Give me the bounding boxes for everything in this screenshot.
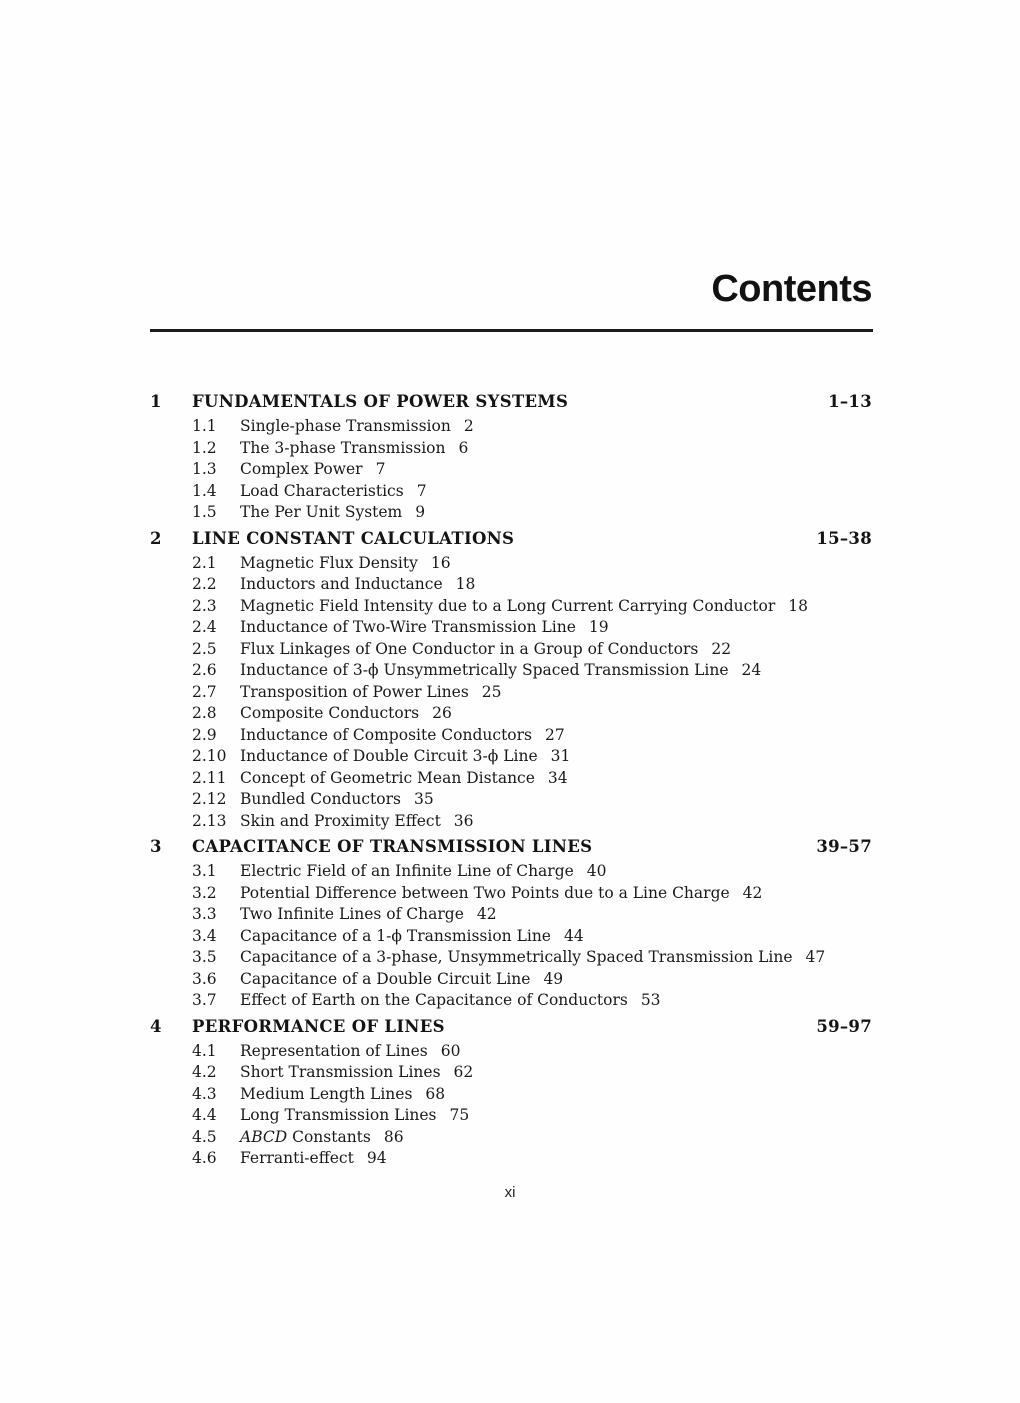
chapter-number: 2 [150, 528, 162, 548]
section-title [240, 459, 363, 481]
section-title [240, 660, 729, 682]
toc-entry-row [150, 574, 872, 596]
section-title-text: Capacitance of a Double Circuit Line [240, 969, 531, 988]
section-title-text: Inductors and Inductance [240, 575, 443, 593]
section-title-text: Flux Linkages of One Conductor in a Group of Conductors [240, 639, 699, 658]
section-number: 4.5 [192, 1127, 217, 1146]
section-page-number: 2 [463, 417, 474, 435]
toc-entry-row [150, 703, 872, 725]
section-title [240, 883, 730, 905]
section-title-text: Electric Field of an Infinite Line of Charge [240, 862, 574, 880]
section-number: 2.7 [192, 682, 217, 701]
toc-entry-row [150, 416, 872, 438]
section-title [240, 481, 404, 503]
section-page-number: 16 [430, 553, 451, 572]
toc-entry-row [150, 596, 872, 618]
toc-entry-row [150, 1041, 872, 1063]
chapter-title: CAPACITANCE OF TRANSMISSION LINES [192, 837, 593, 856]
chapter-block [150, 836, 872, 1012]
section-title [240, 768, 535, 790]
toc-entry-row [150, 682, 872, 704]
section-page-number: 49 [543, 969, 564, 988]
toc-entry-row [150, 789, 872, 811]
toc-entry-row [150, 861, 872, 883]
section-title [240, 1148, 354, 1170]
section-title [240, 553, 418, 575]
section-number: 2.2 [192, 575, 217, 593]
section-number: 2.6 [192, 661, 217, 679]
toc-entry-row [150, 969, 872, 991]
section-title [240, 1105, 437, 1127]
chapter-title: PERFORMANCE OF LINES [192, 1016, 445, 1036]
chapter-sections [150, 1041, 872, 1170]
section-page-number: 94 [366, 1149, 387, 1167]
section-title-text: Magnetic Field Intensity due to a Long Current Carrying Conductor [240, 596, 776, 615]
section-title-text: The 3-phase Transmission [240, 438, 446, 457]
section-title-text: Concept of Geometric Mean Distance [240, 768, 535, 787]
section-page-number: 68 [425, 1084, 446, 1103]
toc-entry-row [150, 481, 872, 503]
chapter-page-range: 39–57 [816, 837, 872, 856]
section-page-number: 25 [481, 682, 502, 701]
toc-entry-row [150, 947, 872, 969]
section-number: 4.6 [192, 1149, 217, 1167]
toc-entry-row [150, 502, 872, 524]
toc-entry-row [150, 990, 872, 1012]
toc-entry-row [150, 1105, 872, 1127]
section-title-text: Short Transmission Lines [240, 1063, 441, 1081]
section-page-number: 60 [440, 1041, 461, 1060]
chapter-page-range: 59–97 [816, 1016, 872, 1036]
chapter-page-range: 1–13 [828, 392, 872, 411]
section-title [240, 574, 443, 596]
section-page-number: 53 [640, 991, 661, 1009]
table-of-contents [150, 391, 872, 1170]
section-page-number: 35 [413, 790, 434, 808]
section-page-number: 44 [563, 926, 584, 945]
chapter-title: FUNDAMENTALS OF POWER SYSTEMS [192, 392, 569, 411]
toc-entry-row [150, 811, 872, 833]
section-number: 1.2 [192, 438, 217, 457]
chapter-sections [150, 861, 872, 1012]
section-number: 2.8 [192, 704, 217, 722]
section-page-number: 26 [432, 704, 452, 722]
section-title-text: Bundled Conductors [240, 790, 401, 808]
section-title [240, 904, 464, 926]
section-title [240, 1084, 412, 1106]
section-page-number: 40 [586, 862, 607, 880]
section-number: 4.2 [192, 1063, 217, 1081]
chapter-title: LINE CONSTANT CALCULATIONS [192, 528, 515, 548]
toc-entry-row [150, 1084, 872, 1106]
section-title [240, 596, 775, 618]
section-title-text: Capacitance of a 3-phase, Unsymmetrically Spaced Transmission Line [240, 948, 793, 966]
toc-entry-row [150, 904, 872, 926]
chapter-block [150, 528, 872, 833]
section-title-text: Medium Length Lines [240, 1084, 413, 1103]
section-title-text: The Per Unit System [240, 503, 403, 521]
page-title: Contents [711, 268, 872, 310]
section-page-number: 18 [788, 596, 809, 615]
section-title [240, 1127, 371, 1149]
section-number: 2.5 [192, 639, 217, 658]
chapter-number: 1 [150, 392, 162, 411]
section-title-text: Inductance of Double Circuit 3-ϕ Line [240, 747, 538, 765]
section-page-number: 42 [742, 883, 763, 902]
section-page-number: 75 [449, 1106, 470, 1124]
section-title-italic-part: ABCD [240, 1127, 288, 1146]
page-footer [0, 1184, 1020, 1201]
toc-entry-row [150, 553, 872, 575]
section-number: 2.12 [192, 790, 227, 808]
section-page-number: 9 [415, 503, 426, 521]
section-title [240, 789, 401, 811]
section-title [240, 617, 576, 639]
toc-entry-row [150, 926, 872, 948]
section-number: 4.4 [192, 1106, 217, 1124]
toc-entry-row [150, 1148, 872, 1170]
chapter-block [150, 391, 872, 524]
section-title-text: Inductance of 3-ϕ Unsymmetrically Spaced Transmission Line [240, 661, 729, 679]
section-title [240, 416, 451, 438]
section-number: 1.3 [192, 460, 217, 478]
toc-entry-row [150, 438, 872, 460]
section-title [240, 703, 419, 725]
chapter-heading-row [150, 836, 872, 858]
toc-entry-row [150, 768, 872, 790]
toc-entry-row [150, 746, 872, 768]
section-number: 1.5 [192, 503, 217, 521]
section-title [240, 639, 698, 661]
section-number: 3.6 [192, 969, 217, 988]
section-title-text: Complex Power [240, 460, 363, 478]
section-title-text: Inductance of Composite Conductors [240, 725, 532, 744]
section-number: 1.4 [192, 481, 217, 500]
section-number: 2.13 [192, 811, 227, 830]
section-number: 3.7 [192, 991, 217, 1009]
section-page-number: 62 [453, 1063, 474, 1081]
section-title [240, 926, 551, 948]
section-title [240, 746, 538, 768]
chapter-number: 3 [150, 837, 162, 856]
section-number: 2.3 [192, 596, 217, 615]
section-title [240, 861, 574, 883]
section-title [240, 725, 532, 747]
section-title-text: Long Transmission Lines [240, 1106, 437, 1124]
section-title-text: Effect of Earth on the Capacitance of Conductors [240, 991, 628, 1009]
section-number: 2.9 [192, 725, 217, 744]
section-title [240, 969, 530, 991]
section-page-number: 22 [711, 639, 732, 658]
section-title-text: Single-phase Transmission [240, 417, 451, 435]
chapter-sections [150, 416, 872, 524]
section-number: 4.1 [192, 1041, 217, 1060]
section-page-number: 36 [453, 811, 474, 830]
section-page-number: 7 [375, 460, 386, 478]
section-title-text: Two Infinite Lines of Charge [240, 905, 464, 923]
section-page-number: 47 [805, 948, 826, 966]
section-page-number: 42 [476, 905, 497, 923]
section-number: 2.1 [192, 553, 217, 572]
toc-entry-row [150, 1127, 872, 1149]
section-title [240, 811, 441, 833]
section-number: 3.4 [192, 926, 217, 945]
section-title [240, 1041, 428, 1063]
section-page-number: 6 [458, 438, 469, 457]
section-title [240, 438, 445, 460]
chapter-sections [150, 553, 872, 833]
chapter-number: 4 [150, 1016, 162, 1036]
section-page-number: 86 [383, 1127, 404, 1146]
chapter-heading-row [150, 391, 872, 413]
section-number: 4.3 [192, 1084, 217, 1103]
toc-entry-row [150, 883, 872, 905]
toc-entry-row [150, 1062, 872, 1084]
folio-page-number: xi [504, 1184, 516, 1201]
chapter-page-range: 15–38 [816, 528, 872, 548]
section-page-number: 24 [741, 661, 762, 679]
section-title-text: Inductance of Two-Wire Transmission Line [240, 618, 576, 636]
section-title [240, 502, 402, 524]
section-title-text: Skin and Proximity Effect [240, 811, 441, 830]
section-number: 1.1 [192, 417, 217, 435]
section-title-text: Load Characteristics [240, 481, 404, 500]
chapter-block [150, 1016, 872, 1170]
toc-entry-row [150, 459, 872, 481]
chapter-heading-row [150, 1016, 872, 1038]
section-title-text: Ferranti-effect [240, 1149, 354, 1167]
section-title [240, 682, 469, 704]
toc-entry-row [150, 639, 872, 661]
section-title-text: Magnetic Flux Density [240, 553, 418, 572]
section-number: 3.5 [192, 948, 217, 966]
toc-entry-row [150, 660, 872, 682]
section-title [240, 947, 793, 969]
chapter-heading-row [150, 528, 872, 550]
section-number: 2.11 [192, 768, 227, 787]
section-title-text: Representation of Lines [240, 1041, 428, 1060]
section-number: 2.10 [192, 747, 227, 765]
section-title-text: Capacitance of a 1-ϕ Transmission Line [240, 926, 551, 945]
section-title [240, 1062, 441, 1084]
section-number: 3.2 [192, 883, 217, 902]
section-page-number: 27 [545, 725, 565, 744]
section-page-number: 34 [547, 768, 568, 787]
section-title-text: Potential Difference between Two Points due to a Line Charge [240, 883, 730, 902]
title-divider-rule [150, 329, 873, 332]
section-number: 3.3 [192, 905, 217, 923]
section-page-number: 31 [550, 747, 571, 765]
section-number: 3.1 [192, 862, 217, 880]
toc-entry-row [150, 617, 872, 639]
section-title [240, 990, 628, 1012]
section-page-number: 18 [455, 575, 476, 593]
section-title-text: Transposition of Power Lines [240, 682, 469, 701]
section-title-text: Constants [287, 1127, 371, 1146]
section-page-number: 19 [588, 618, 609, 636]
section-number: 2.4 [192, 618, 217, 636]
section-page-number: 7 [416, 481, 427, 500]
section-title-text: Composite Conductors [240, 704, 420, 722]
toc-entry-row [150, 725, 872, 747]
